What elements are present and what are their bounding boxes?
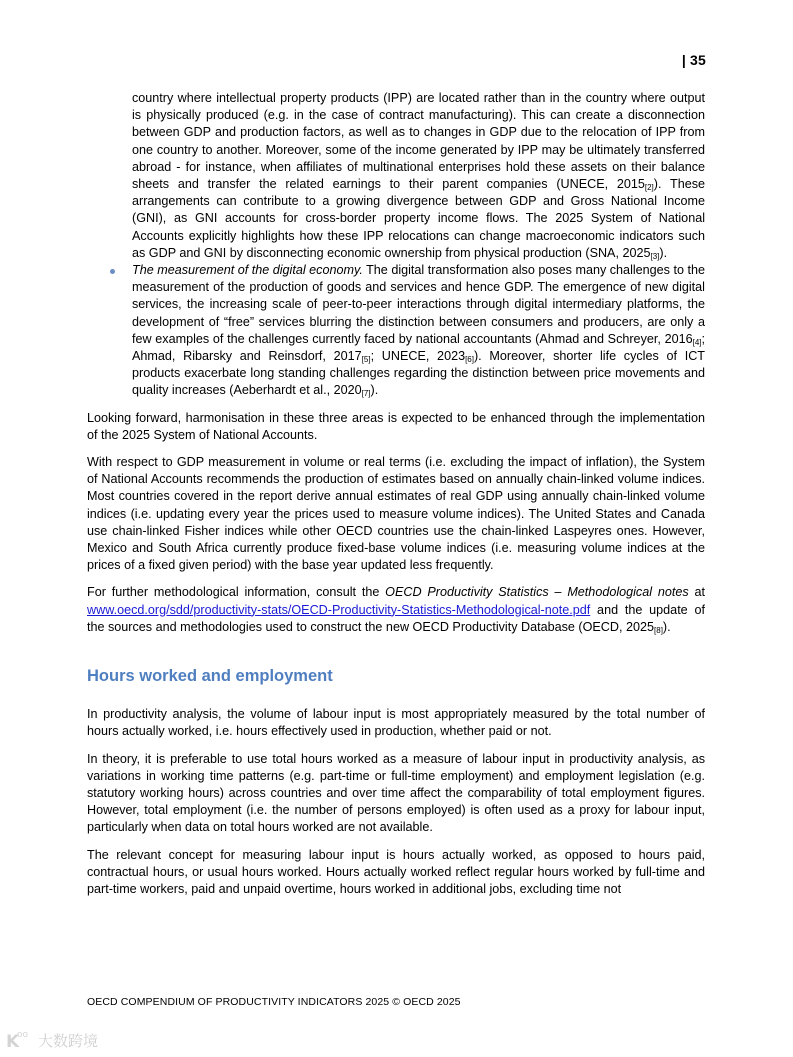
watermark-text: 大数跨境: [38, 1032, 99, 1050]
text-run: The digital transformation also poses many challenges to the measurement of the production of goods and services and hence GDP. The emergence of new digital services, the increasing scale of peer-to-peer interactions through digital intermediary platforms, the development of “free” services blurring the distinction between consumers and producers, are only a few examples of the challenges currently faced by national accountants (Ahmad and Schreyer, 2016: [132, 263, 705, 346]
text-run: ; Ahmad, Ribarsky and Reinsdorf, 2017: [132, 331, 705, 364]
reference-marker[interactable]: [4]: [692, 337, 702, 347]
watermark: [6, 1030, 98, 1051]
digital-economy-bullet: [132, 262, 705, 400]
bullet-lead: The measurement of the digital economy.: [132, 263, 363, 278]
body-paragraph: In productivity analysis, the volume of labour input is most appropriately measured by the total number of hours actually worked, i.e. hours effectively used in production, whether paid or not.: [87, 707, 705, 739]
looking-forward-paragraph: Looking forward, harmonisation in these three areas is expected to be enhanced through the implementation of the 2025 System of National Accounts.: [87, 410, 705, 442]
further-info-paragraph: [87, 584, 705, 636]
publication-title: OECD Productivity Statistics – Methodological notes: [385, 585, 689, 600]
methodological-note-link[interactable]: www.oecd.org/sdd/productivity-stats/OECD-Productivity-Statistics-Methodological-note.pdf: [87, 602, 591, 617]
text-run: For further methodological information, consult the: [87, 585, 386, 600]
page-number: | 35: [681, 52, 706, 68]
text-run: ). Moreover, shorter life cycles of ICT products exacerbate long standing challenges regarding the distinction between price movements and quality increases (Aeberhardt et al., 2020: [132, 349, 705, 398]
text-run: country where intellectual property products (IPP) are located rather than in the country where output is physically produced (e.g. in the case of contract manufacturing). This can create a disconnection between GDP and production factors, as well as to changes in GDP due to the relocation of IPP from one country to another. Moreover, some of the income generated by IPP may be ultimately transferred abroad - for instance, when affiliates of multinational enterprises hold these assets on their balance sheets and transfer the related earnings to their parent companies (UNECE, 2015: [132, 91, 705, 192]
text-run: ; UNECE, 2023: [370, 349, 466, 364]
reference-marker[interactable]: [2]: [644, 183, 654, 193]
reference-marker[interactable]: [8]: [654, 625, 663, 635]
body-paragraph: In theory, it is preferable to use total hours worked as a measure of labour input in productivity analysis, as variations in working time patterns (e.g. part-time or full-time employment) and employment legislation (e.g. statutory working hours) across countries and over time affect the comparability of total employment figures. However, total employment (i.e. the number of persons employed) is often used as a proxy for labour input, particularly when data on total hours worked are not available.: [87, 751, 705, 835]
reference-marker[interactable]: [3]: [650, 251, 660, 261]
reference-marker[interactable]: [7]: [361, 389, 371, 399]
text-run: ). These arrangements can contribute to a growing divergence between GDP and Gross National Income (GNI), as GNI accounts for cross-border property income flows. The 2025 System of National Accounts explicitly highlights how these IPP relocations can change macroeconomic indicators such as GDP and GNI by disconnecting economic ownership from physical production (SNA, 2025: [132, 177, 706, 260]
text-run: ).: [370, 383, 379, 398]
section-heading: Hours worked and employment: [87, 667, 333, 686]
body-paragraph: The relevant concept for measuring labour input is hours actually worked, as opposed to hours paid, contractual hours, or usual hours worked. Hours actually worked reflect regular hours worked by full-time and part-time workers, paid and unpaid overtime, hours worked in additional jobs, excluding time not: [87, 847, 705, 896]
reference-marker[interactable]: [5]: [361, 355, 371, 365]
reference-marker[interactable]: [6]: [465, 355, 474, 365]
text-run: ).: [659, 245, 668, 260]
text-run: at: [688, 585, 705, 600]
text-run: and the update of the sources and methodologies used to construct the new OECD Productivity Database (OECD, 2025: [87, 602, 705, 634]
text-run: ).: [662, 619, 671, 634]
watermark-logo-icon: K oo: [6, 1029, 29, 1052]
page-body: [87, 90, 705, 898]
page-footer: OECD COMPENDIUM OF PRODUCTIVITY INDICATORS 2025 © OECD 2025: [87, 996, 461, 1008]
gdp-volume-paragraph: With respect to GDP measurement in volume or real terms (i.e. excluding the impact of inflation), the System of National Accounts recommends the production of estimates based on annually chain-linked volume indices. Most countries covered in the report derive annual estimates of real GDP using annually chain-linked volume indices (i.e. updating every year the prices used to measure volume indices). The United States and Canada use chain-linked Fisher indices while other OECD countries use the chain-linked Laspeyres ones. However, Mexico and South Africa currently produce fixed-base volume indices (i.e. measuring volume indices at the prices of a fixed given period) with the base year updated less frequently.: [87, 455, 705, 573]
ipp-continuation-paragraph: [132, 90, 705, 262]
bullet-icon: [110, 269, 115, 274]
